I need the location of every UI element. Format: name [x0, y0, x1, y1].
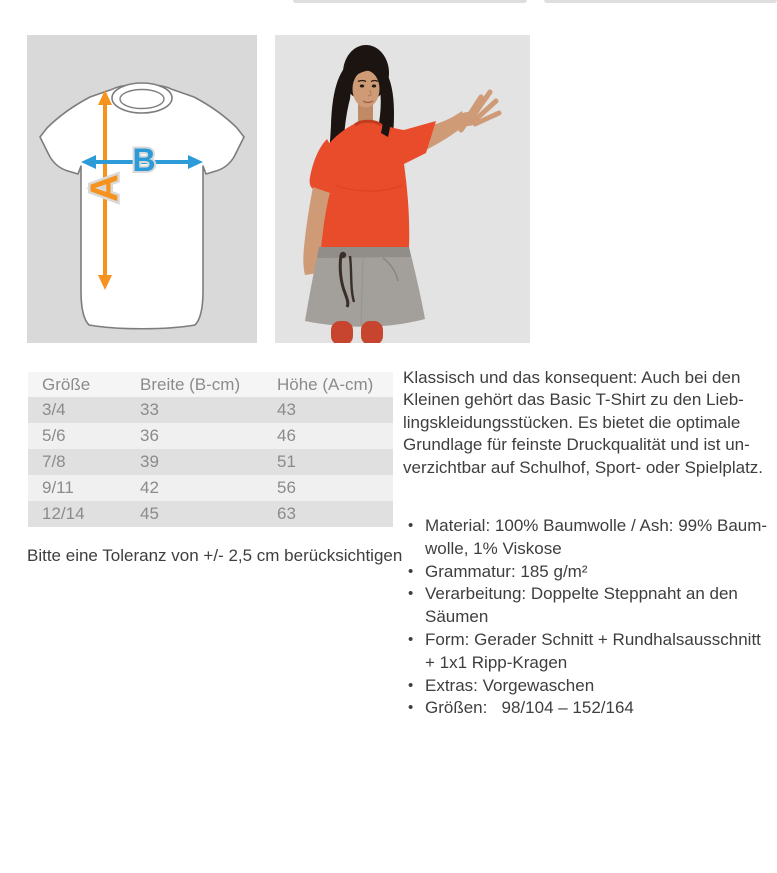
bullet-dot: •: [408, 585, 414, 603]
cell-width: 39: [140, 452, 159, 471]
width-label-b: B: [132, 142, 156, 178]
divider-line: [293, 0, 527, 3]
cell-width: 45: [140, 504, 159, 523]
bullet-line: Verarbeitung: Doppelte Steppnaht an den: [425, 584, 738, 604]
tolerance-note: Bitte eine Toleranz von +/- 2,5 cm berücksichtigen: [27, 546, 403, 565]
girl-model-illustration: [275, 35, 530, 343]
bullet-item-grammatur: [403, 561, 763, 584]
col-header-height: Höhe (A-cm): [263, 372, 393, 397]
cell-width: 33: [140, 400, 159, 419]
description-line: verzichtbar auf Schulhof, Sport- oder Spielplatz.: [403, 457, 764, 477]
table-header-row: [28, 372, 393, 397]
height-label-a: A: [83, 173, 127, 203]
description-line: lingskleidungsstücken. Es bietet die optimale: [403, 412, 741, 432]
description-line: Klassisch und das konsequent: Auch bei den: [403, 368, 741, 387]
description-line: Grundlage für feinste Druckqualität und ist un-: [403, 435, 750, 455]
cell-size: 7/8: [42, 452, 66, 471]
bullet-item-verarbeitung: [403, 583, 763, 629]
bullet-item-material: [403, 515, 768, 561]
size-diagram-image: [27, 35, 257, 343]
table-row: [28, 397, 393, 423]
model-photo: [275, 35, 530, 343]
bullet-item-groessen: [403, 697, 763, 720]
cell-size: 9/11: [42, 478, 74, 497]
bullet-line: Säumen: [425, 607, 489, 627]
bullet-line: Grammatur: 185 g/m²: [425, 561, 588, 581]
bullet-line: Größen: 98/104 – 152/164: [425, 698, 634, 718]
tshirt-measurement-diagram: [27, 35, 257, 343]
product-description: [403, 367, 768, 720]
tshirt-outline-icon: [40, 83, 244, 329]
bullet-dot: •: [408, 562, 414, 580]
table-row: [28, 449, 393, 475]
table-row: [28, 475, 393, 501]
cell-size: 5/6: [42, 426, 66, 445]
product-attributes-list: [403, 515, 768, 720]
cell-size: 3/4: [42, 400, 66, 419]
bullet-item-extras: [403, 675, 763, 698]
bullet-line: + 1x1 Ripp-Kragen: [425, 652, 568, 672]
cell-size: 12/14: [42, 504, 85, 523]
cell-width: 42: [140, 478, 159, 497]
bullet-dot: •: [408, 676, 414, 694]
cell-height: 43: [277, 400, 296, 419]
eye-right: [372, 85, 376, 88]
bullet-line: Form: Gerader Schnitt + Rundhalsausschnitt: [425, 630, 761, 650]
bullet-dot: •: [408, 631, 414, 649]
cell-width: 36: [140, 426, 159, 445]
description-line: Kleinen gehört das Basic T-Shirt zu den Lieb-: [403, 390, 744, 410]
col-header-width: Breite (B-cm): [126, 372, 263, 397]
size-table: [28, 372, 393, 527]
bullet-line: Extras: Vorgewaschen: [425, 675, 595, 695]
cell-height: 51: [277, 452, 296, 471]
bullet-dot: •: [408, 699, 414, 717]
table-row: [28, 423, 393, 449]
cell-height: 63: [277, 504, 296, 523]
bullet-dot: •: [408, 517, 414, 535]
cell-height: 46: [277, 426, 296, 445]
cell-height: 56: [277, 478, 296, 497]
denim-skirt: [305, 247, 425, 327]
bullet-line: wolle, 1% Viskose: [425, 538, 562, 558]
col-header-size: Größe: [28, 372, 126, 397]
bullet-item-form: [403, 629, 763, 675]
eye-left: [360, 85, 364, 88]
table-row: [28, 501, 393, 527]
bullet-line: Material: 100% Baumwolle / Ash: 99% Baum-: [425, 516, 768, 536]
description-paragraph: [403, 367, 763, 479]
divider-line: [544, 0, 777, 3]
